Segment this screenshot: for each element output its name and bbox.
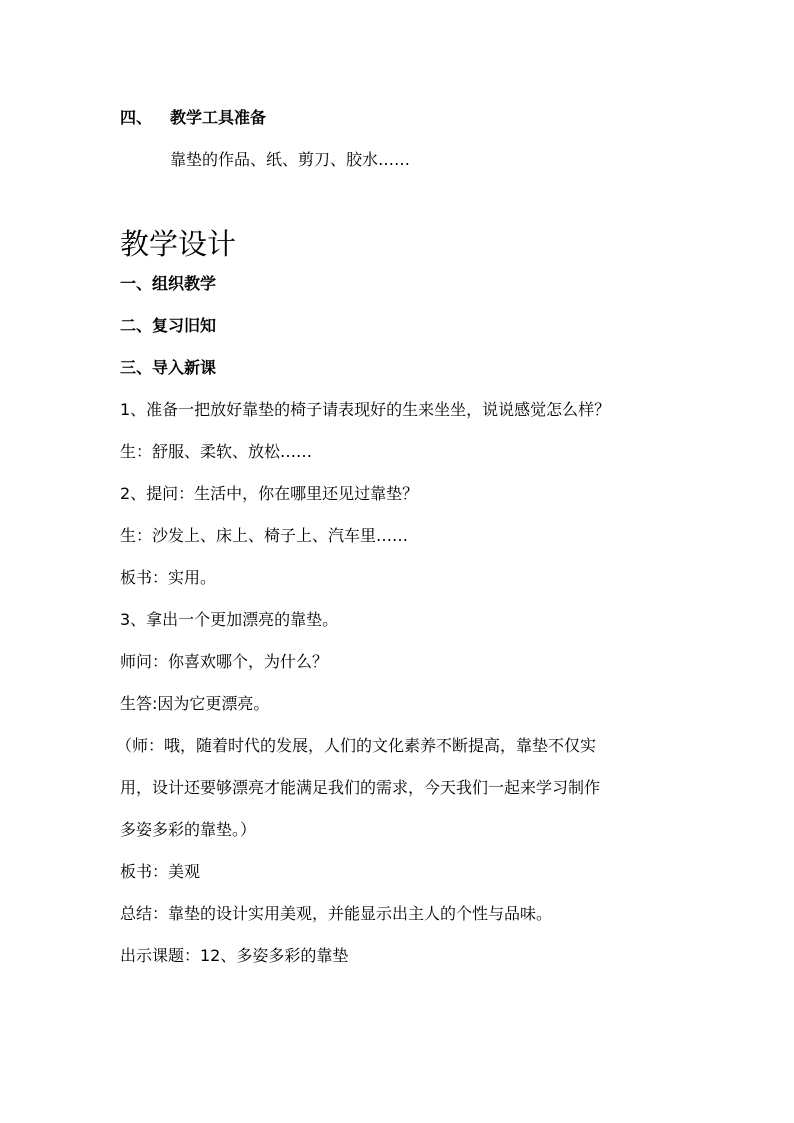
prep-heading-text: 教学工具准备 — [170, 108, 267, 127]
step-intro: 三、导入新课 — [120, 358, 217, 377]
paragraph-line: 总结：靠垫的设计实用美观，并能显示出主人的个性与品味。 — [120, 904, 553, 923]
paragraph-line: （师：哦，随着时代的发展，人们的文化素养不断提高，靠垫不仅实 — [116, 736, 597, 755]
paragraph-line: 生：沙发上、床上、椅子上、汽车里…… — [120, 526, 409, 545]
design-title: 教学设计 — [120, 227, 237, 261]
paragraph-line: 生：舒服、柔软、放松…… — [120, 442, 313, 461]
paragraph-line: 2、提问：生活中，你在哪里还见过靠垫？ — [120, 484, 419, 503]
paragraph-line: 1、准备一把放好靠垫的椅子请表现好的生来坐坐，说说感觉怎么样？ — [120, 400, 611, 419]
step-review: 二、复习旧知 — [120, 316, 217, 335]
prep-number: 四、 — [120, 108, 153, 127]
paragraph-line: 用，设计还要够漂亮才能满足我们的需求，今天我们一起来学习制作 — [120, 778, 601, 797]
paragraph-line: 生答:因为它更漂亮。 — [120, 694, 270, 713]
step-organize: 一、组织教学 — [120, 274, 217, 293]
paragraph-line: 出示课题：12、多姿多彩的靠垫 — [120, 946, 349, 965]
paragraph-line: 板书：美观 — [120, 862, 201, 881]
paragraph-line: 多姿多彩的靠垫。） — [120, 820, 257, 839]
paragraph-line: 板书：实用。 — [120, 568, 217, 587]
paragraph-line: 3、拿出一个更加漂亮的靠垫。 — [120, 610, 339, 629]
prep-items: 靠垫的作品、纸、剪刀、胶水…… — [170, 150, 411, 169]
paragraph-line: 师问：你喜欢哪个，为什么？ — [120, 652, 329, 671]
prep-heading — [120, 107, 266, 129]
